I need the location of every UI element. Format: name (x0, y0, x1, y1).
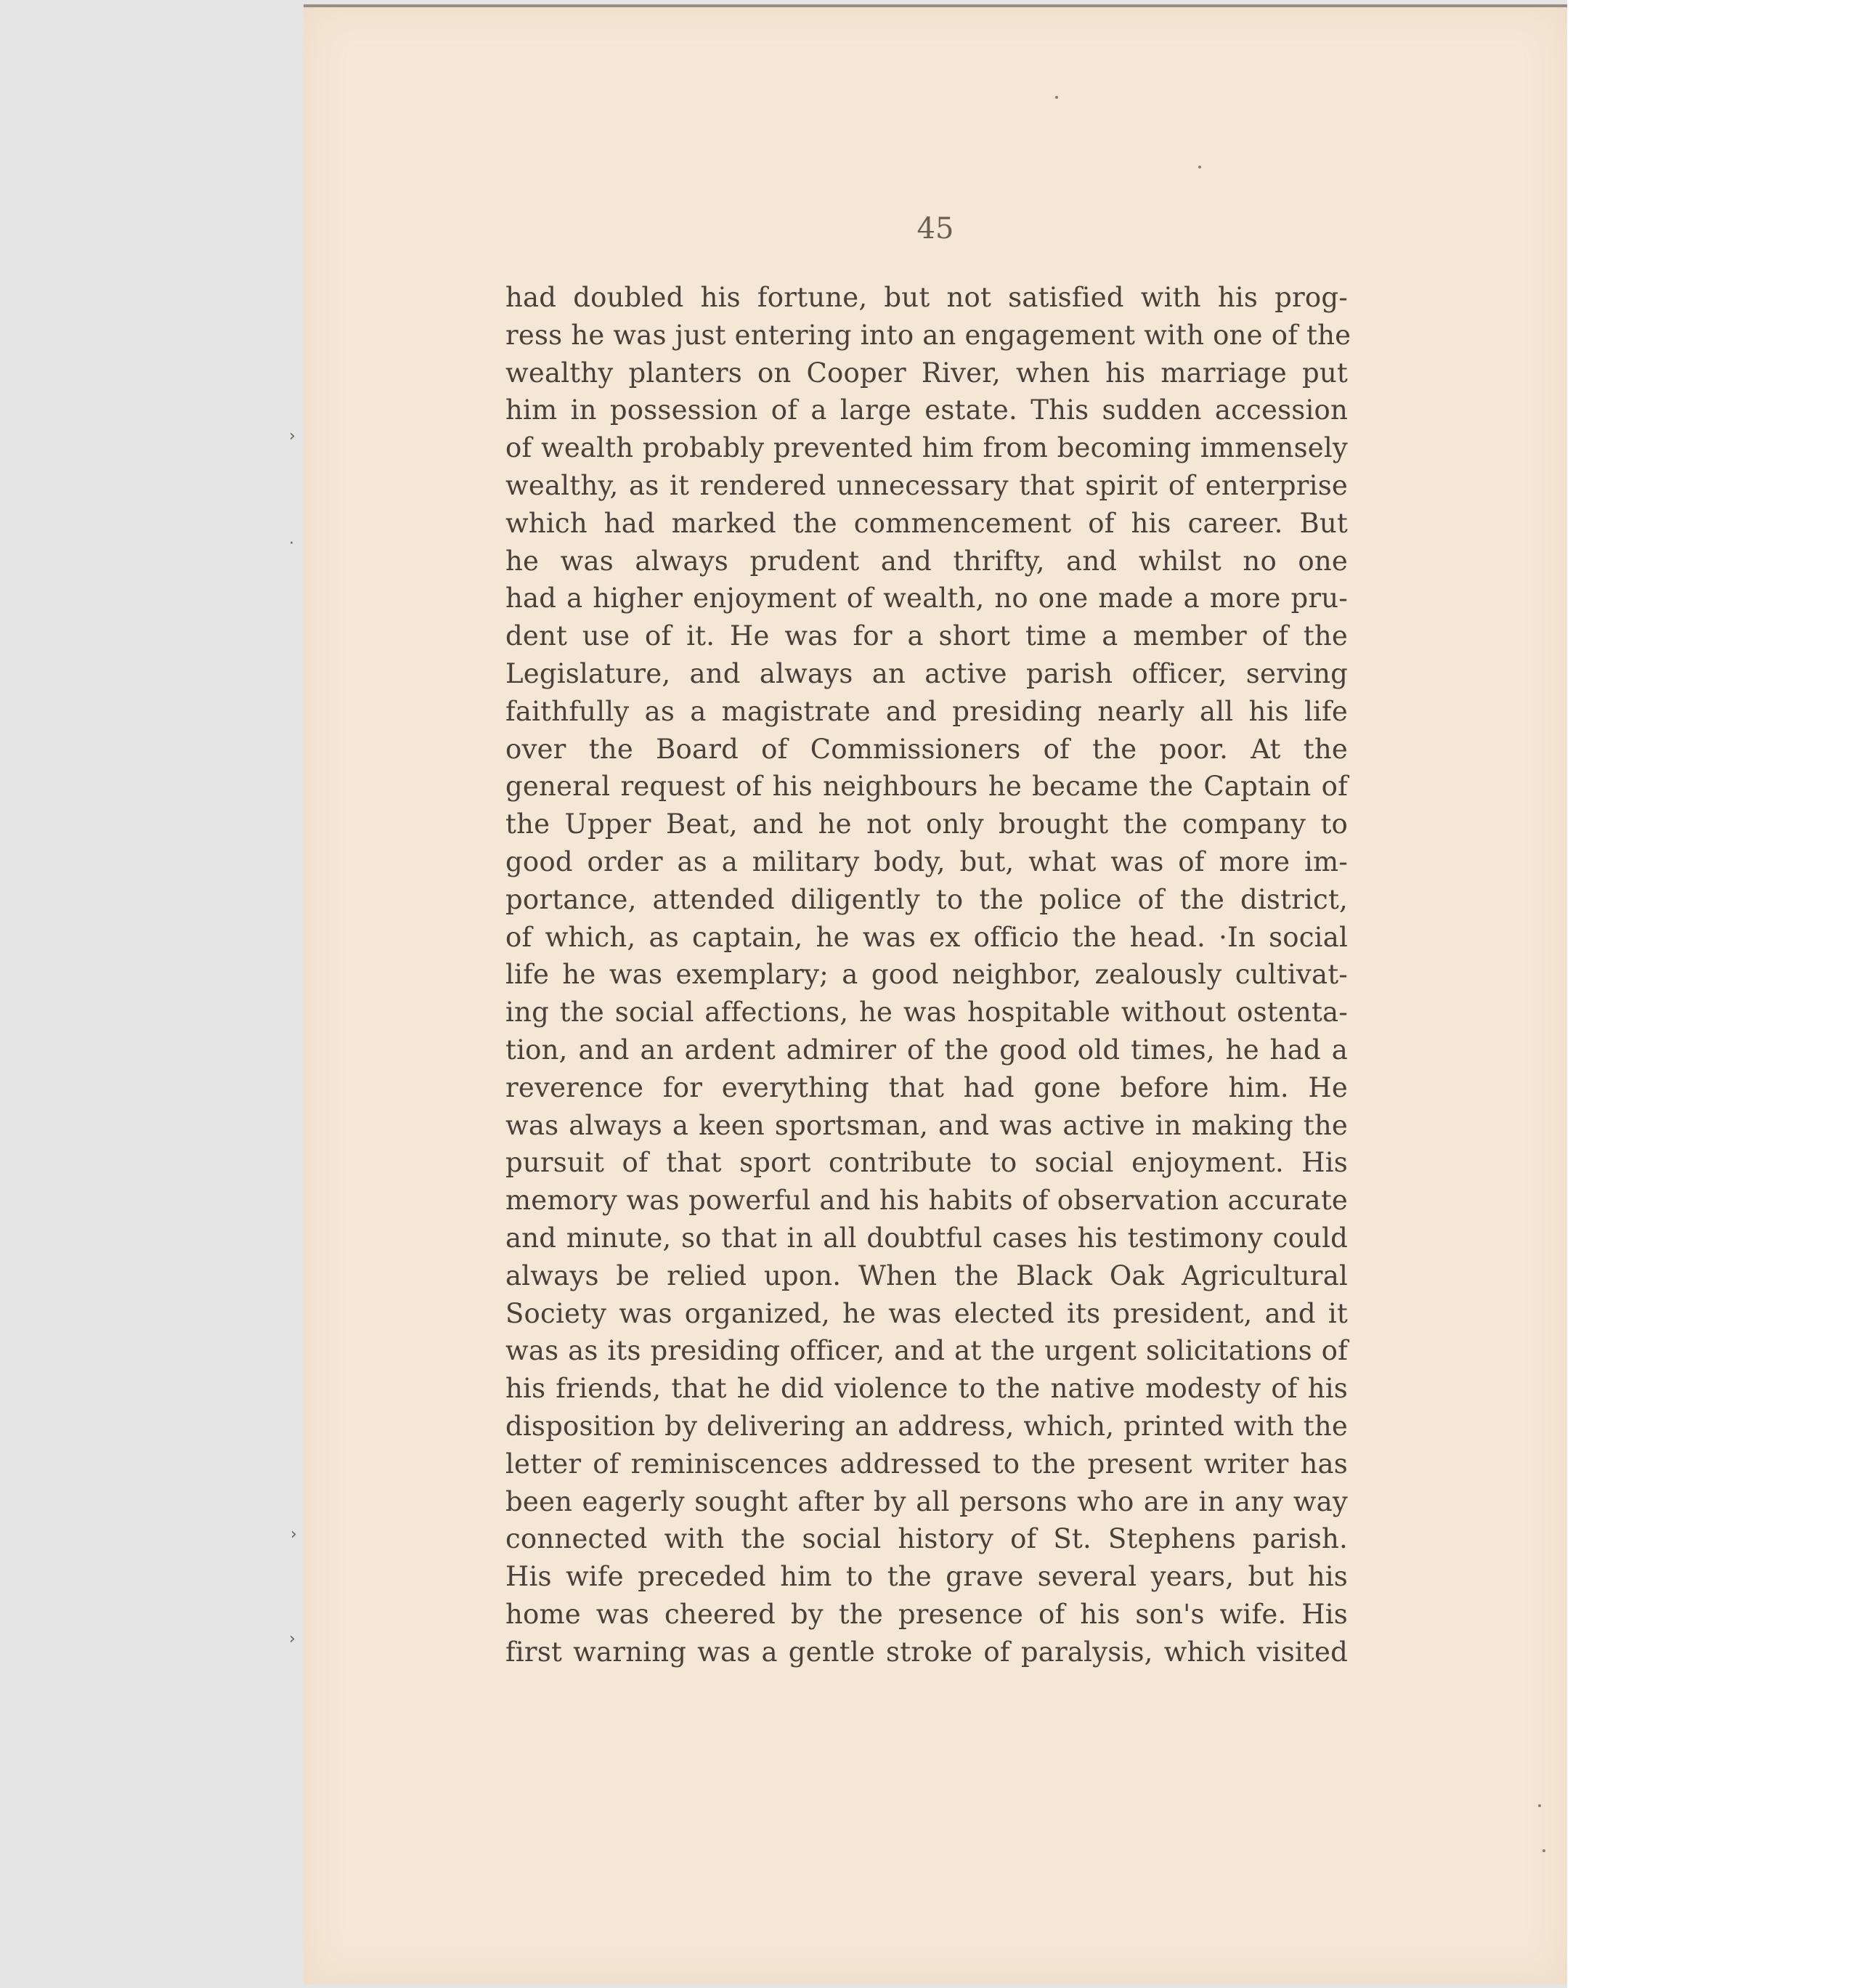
text-line: home was cheered by the presence of his son's wife. His (505, 1598, 1348, 1630)
text-line: and minute, so that in all doubtful cases his testimony could (505, 1222, 1348, 1254)
text-line: over the Board of Commissioners of the poor. At the (505, 733, 1348, 765)
text-line: memory was powerful and his habits of observation accurate (505, 1185, 1348, 1217)
margin-mark: · (289, 535, 294, 553)
margin-mark: › (290, 1525, 297, 1543)
text-line: portance, attended diligently to the police of the district, (505, 883, 1348, 915)
paper-speck (1198, 166, 1201, 169)
text-line: of wealth probably prevented him from becoming immensely (505, 432, 1348, 464)
text-line: good order as a military body, but, what was of more im- (505, 845, 1348, 877)
text-line: had doubled his fortune, but not satisfied with his prog- (505, 282, 1348, 313)
text-line: which had marked the commencement of his career. But (505, 507, 1348, 539)
body-text (505, 279, 1351, 1671)
text-line: faithfully as a magistrate and presiding nearly all his life (505, 695, 1348, 727)
text-line: ress he was just entering into an engagement with one of the (505, 319, 1351, 351)
text-line: his friends, that he did violence to the native modesty of his (505, 1373, 1348, 1405)
page-number: 45 (916, 212, 954, 246)
text-line: was always a keen sportsman, and was active in making the (505, 1109, 1348, 1141)
text-line: disposition by delivering an address, which, printed with the (505, 1410, 1348, 1442)
text-line: letter of reminiscences addressed to the present writer has (505, 1448, 1348, 1480)
text-line: always be relied upon. When the Black Oak Agricultural (505, 1259, 1348, 1291)
page-top-edge (304, 4, 1567, 7)
text-line: reverence for everything that had gone before him. He (505, 1071, 1348, 1103)
text-line: first warning was a gentle stroke of paralysis, which visited (505, 1636, 1348, 1668)
text-line: life he was exemplary; a good neighbor, zealously cultivat- (505, 959, 1348, 991)
text-line: connected with the social history of St. Stephens parish. (505, 1523, 1348, 1555)
text-line: been eagerly sought after by all persons who are in any way (505, 1485, 1348, 1517)
paper-speck (1538, 1804, 1541, 1807)
scan-background-right (1567, 0, 1870, 1988)
text-line: the Upper Beat, and he not only brought the company to (505, 808, 1348, 840)
text-line: Society was organized, he was elected its president, and it (505, 1297, 1348, 1329)
text-line: of which, as captain, he was ex officio the head. ·In social (505, 921, 1348, 953)
text-line: wealthy, as it rendered unnecessary that spirit of enterprise (505, 469, 1348, 501)
text-line: wealthy planters on Cooper River, when his marriage put (505, 357, 1348, 389)
margin-mark: › (289, 1630, 296, 1648)
text-line: general request of his neighbours he became the Captain of (505, 771, 1348, 803)
text-line: tion, and an ardent admirer of the good old times, he had a (505, 1034, 1348, 1066)
paper-speck (1055, 96, 1058, 99)
text-line: ing the social affections, he was hospitable without ostenta- (505, 997, 1348, 1029)
text-line: His wife preceded him to the grave several years, but his (505, 1561, 1348, 1593)
text-line: was as its presiding officer, and at the urgent solicitations of (505, 1335, 1348, 1367)
document-page (289, 4, 1567, 1984)
margin-mark: › (289, 427, 296, 445)
text-line: Legislature, and always an active parish officer, serving (505, 657, 1348, 689)
text-line: he was always prudent and thrifty, and whilst no one (505, 545, 1348, 577)
text-line: dent use of it. He was for a short time a member of the (505, 620, 1348, 652)
text-line: had a higher enjoyment of wealth, no one made a more pru- (505, 583, 1348, 614)
text-line: him in possession of a large estate. This sudden accession (505, 394, 1348, 426)
text-line: pursuit of that sport contribute to social enjoyment. His (505, 1147, 1348, 1179)
paper-speck (1542, 1849, 1545, 1852)
